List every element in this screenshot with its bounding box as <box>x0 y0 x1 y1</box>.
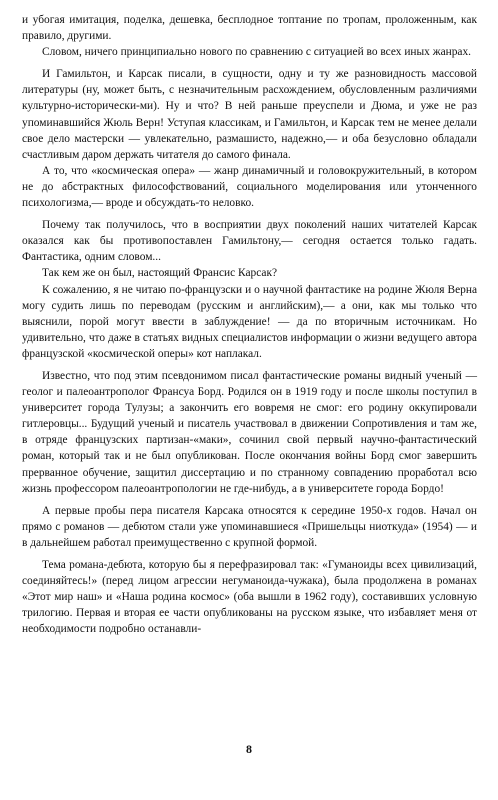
paragraph-10: Тема романа-дебюта, которую бы я перефразировал так: «Гуманоиды всех цивилизаций, соединяйтесь!» (перед лицом агрессии негуманоида-чужака), была продолжена в романах «Этот мир наш» и «Наша родина космос» (оба вышли в 1962 году), составивших условную трилогию. Первая и вторая ее части опубликованы на русском языке, что избавляет меня от необходимости подробно останавли- <box>22 559 477 636</box>
page-number: 8 <box>246 742 252 756</box>
paragraph-2: Словом, ничего принципиально нового по сравнению с ситуацией во всех иных жанрах. <box>42 46 472 59</box>
book-page-text <box>22 12 477 637</box>
paragraph-7: К сожалению, я не читаю по-французски и о научной фантастике на родине Жюля Верна могу судить лишь по переводам (русским и английским),— а они, как мы только что выяснили, порой могут ввести в заблуждение! — да по вторичным источникам. Но удивительно, что даже в статьях видных специалистов информации о жизни ведущего автора французской «космической оперы» кот наплакал. <box>22 283 477 360</box>
paragraph-6: Так кем же он был, настоящий Франсис Карсак? <box>42 267 278 280</box>
paragraph-5: Почему так получилось, что в восприятии двух поколений наших читателей Карсак оказался как бы противопоставлен Гамильтону,— сегодня остается только гадать. Фантастика, одним словом... <box>22 219 477 264</box>
paragraph-8: Известно, что под этим псевдонимом писал фантастические романы видный ученый — геолог и палеоантрополог Франсуа Борд. Родился он в 1919 году и после школы поступил в университет города Тулузы; а закончить его вовремя не смог: его родину оккупировали гитлеровцы... Будущий ученый и писатель участвовал в движении Сопротивления и там же, в отряде французских партизан-«маки», сочинил свой первый научно-фантастический роман, который так и не был опубликован. После окончания войны Борд смог завершить прерванное обучение, защитил диссертацию и по странному совпадению проработал всю жизнь профессором палеоантропологии не где-нибудь, а в университете города Бордо! <box>22 369 477 495</box>
paragraph-1: и убогая имитация, поделка, дешевка, бесплодное топтание по тропам, проложенным, как правило, другими. <box>22 14 477 43</box>
paragraph-9: А первые пробы пера писателя Карсака относятся к середине 1950-х годов. Начал он прямо с романов — дебютом стали уже упоминавшиеся «Пришельцы ниоткуда» (1954) — и в дальнейшем работал преимущественно с крупной формой. <box>22 504 477 549</box>
paragraph-4: А то, что «космическая опера» — жанр динамичный и головокружительный, в котором не до абстрактных философствований, социального моделирования или утонченного психологизма,— вроде и обсуждать-то неловко. <box>22 164 477 210</box>
paragraph-3: И Гамильтон, и Карсак писали, в сущности, одну и ту же разновидность массовой литературы (ну, может быть, с незначительным расхождением, обусловленным различиями культурно-исторически-ми). Ну и что? В ней раньше преуспели и Дюма, и уже не раз упоминавшийся Жюль Верн! Уступая классикам, и Гамильтон, и Карсак тем не менее делали свое дело мастерски — увлекательно, размашисто, надежно,— и оба безусловно обладали счастливым даром держать читателя до самого финала. <box>22 68 477 161</box>
